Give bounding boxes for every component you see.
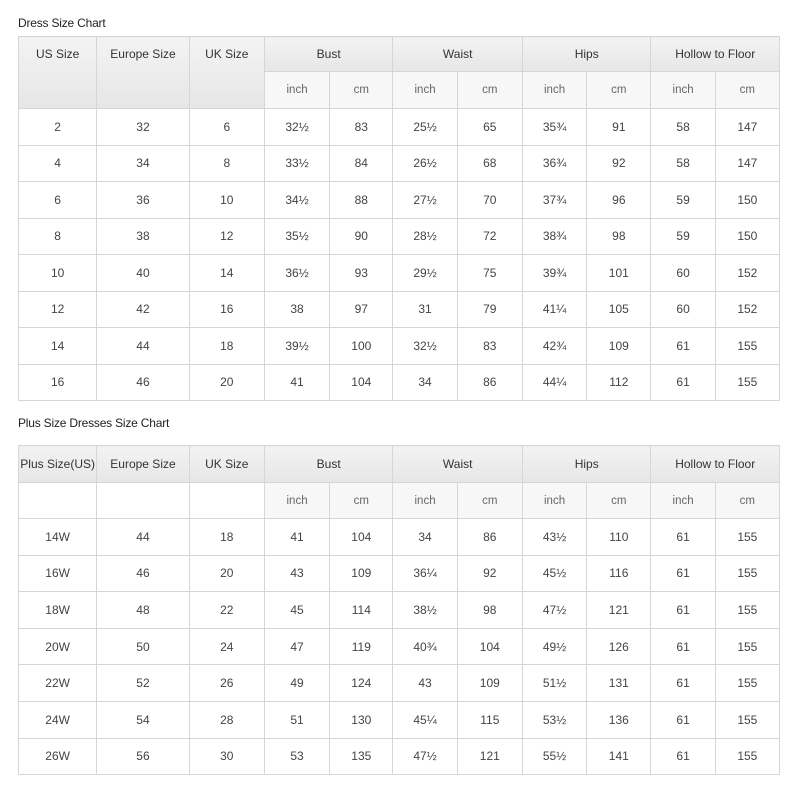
table-cell: 98 xyxy=(587,218,651,255)
table-cell: 41 xyxy=(264,519,329,556)
table-cell: 2 xyxy=(19,109,97,146)
table-cell: 150 xyxy=(715,182,779,219)
table-cell: 26 xyxy=(189,665,264,702)
table-cell: 83 xyxy=(457,328,522,365)
table-cell: 90 xyxy=(330,218,393,255)
table-cell: 61 xyxy=(651,364,715,401)
unit-cell: inch xyxy=(522,72,586,109)
table-row xyxy=(19,665,780,702)
table-cell: 36 xyxy=(97,182,189,219)
table-cell: 61 xyxy=(651,555,715,592)
table-row xyxy=(19,701,780,738)
table-cell: 58 xyxy=(651,109,715,146)
table-cell: 70 xyxy=(457,182,522,219)
table-cell: 38¾ xyxy=(522,218,586,255)
table-cell: 54 xyxy=(97,701,189,738)
table-cell: 86 xyxy=(457,519,522,556)
table-cell: 115 xyxy=(457,701,522,738)
table-cell: 42¾ xyxy=(522,328,586,365)
table-cell: 61 xyxy=(651,701,715,738)
table-cell: 152 xyxy=(715,255,779,292)
unit-cell: inch xyxy=(264,483,329,519)
table-row xyxy=(19,109,780,146)
table-cell: 39¾ xyxy=(522,255,586,292)
header-row xyxy=(19,37,780,72)
table-cell: 104 xyxy=(330,364,393,401)
table-cell: 47½ xyxy=(393,738,457,775)
blank-cell xyxy=(19,483,97,519)
table-cell: 50 xyxy=(97,628,189,665)
table-cell: 18 xyxy=(189,328,264,365)
table-cell: 141 xyxy=(587,738,651,775)
blank-cell xyxy=(189,483,264,519)
header-waist: Waist xyxy=(393,37,523,72)
table-cell: 6 xyxy=(189,109,264,146)
dress-size-chart-title: Dress Size Chart xyxy=(18,16,106,30)
header-hollow-to-floor: Hollow to Floor xyxy=(651,37,780,72)
table-cell: 37¾ xyxy=(522,182,586,219)
table-cell: 34½ xyxy=(264,182,329,219)
table-cell: 124 xyxy=(330,665,393,702)
table-cell: 32 xyxy=(97,109,189,146)
header-us-size: US Size xyxy=(19,37,97,109)
table-cell: 45½ xyxy=(522,555,586,592)
table-cell: 61 xyxy=(651,592,715,629)
table-cell: 20 xyxy=(189,555,264,592)
unit-cell: cm xyxy=(715,483,779,519)
table-cell: 84 xyxy=(330,145,393,182)
table-cell: 48 xyxy=(97,592,189,629)
table-row xyxy=(19,519,780,556)
table-cell: 44¼ xyxy=(522,364,586,401)
table-cell: 28 xyxy=(189,701,264,738)
header-uk-size: UK Size xyxy=(189,446,264,483)
table-row xyxy=(19,145,780,182)
table-cell: 38½ xyxy=(393,592,457,629)
table-cell: 155 xyxy=(715,738,779,775)
header-plus-size-us: Plus Size(US) xyxy=(19,446,97,483)
table-cell: 16 xyxy=(19,364,97,401)
unit-cell: cm xyxy=(457,72,522,109)
table-cell: 14W xyxy=(19,519,97,556)
table-cell: 26W xyxy=(19,738,97,775)
table-row xyxy=(19,291,780,328)
table-cell: 49½ xyxy=(522,628,586,665)
table-cell: 100 xyxy=(330,328,393,365)
header-bust: Bust xyxy=(264,446,393,483)
table-cell: 34 xyxy=(97,145,189,182)
header-row xyxy=(19,446,780,483)
table-cell: 60 xyxy=(651,255,715,292)
table-cell: 6 xyxy=(19,182,97,219)
table-cell: 112 xyxy=(587,364,651,401)
table-cell: 83 xyxy=(330,109,393,146)
header-hollow-to-floor: Hollow to Floor xyxy=(651,446,780,483)
table-cell: 88 xyxy=(330,182,393,219)
table-cell: 39½ xyxy=(264,328,329,365)
table-row xyxy=(19,255,780,292)
table-cell: 61 xyxy=(651,519,715,556)
table-cell: 44 xyxy=(97,328,189,365)
table-cell: 32½ xyxy=(264,109,329,146)
table-cell: 147 xyxy=(715,109,779,146)
table-cell: 10 xyxy=(19,255,97,292)
table-cell: 155 xyxy=(715,328,779,365)
table-cell: 155 xyxy=(715,701,779,738)
table-cell: 20W xyxy=(19,628,97,665)
unit-cell: inch xyxy=(651,72,715,109)
table-cell: 25½ xyxy=(393,109,457,146)
table-cell: 152 xyxy=(715,291,779,328)
table-cell: 42 xyxy=(97,291,189,328)
table-cell: 46 xyxy=(97,555,189,592)
table-cell: 110 xyxy=(587,519,651,556)
table-cell: 56 xyxy=(97,738,189,775)
table-cell: 109 xyxy=(457,665,522,702)
table-cell: 47 xyxy=(264,628,329,665)
table-cell: 130 xyxy=(330,701,393,738)
header-bust: Bust xyxy=(264,37,393,72)
unit-cell: cm xyxy=(330,483,393,519)
table-cell: 36¼ xyxy=(393,555,457,592)
plus-size-rows xyxy=(19,519,780,775)
table-cell: 49 xyxy=(264,665,329,702)
unit-cell: inch xyxy=(651,483,715,519)
table-cell: 35¾ xyxy=(522,109,586,146)
table-cell: 135 xyxy=(330,738,393,775)
table-cell: 38 xyxy=(264,291,329,328)
table-row xyxy=(19,592,780,629)
header-uk-size: UK Size xyxy=(189,37,264,109)
table-cell: 79 xyxy=(457,291,522,328)
table-cell: 14 xyxy=(19,328,97,365)
table-cell: 24 xyxy=(189,628,264,665)
table-cell: 35½ xyxy=(264,218,329,255)
table-cell: 96 xyxy=(587,182,651,219)
table-cell: 34 xyxy=(393,364,457,401)
table-cell: 116 xyxy=(587,555,651,592)
table-cell: 12 xyxy=(189,218,264,255)
table-cell: 150 xyxy=(715,218,779,255)
table-cell: 14 xyxy=(189,255,264,292)
dress-size-rows xyxy=(19,109,780,401)
unit-cell: cm xyxy=(457,483,522,519)
table-cell: 109 xyxy=(330,555,393,592)
table-cell: 86 xyxy=(457,364,522,401)
table-cell: 126 xyxy=(587,628,651,665)
table-cell: 31 xyxy=(393,291,457,328)
table-cell: 119 xyxy=(330,628,393,665)
table-cell: 75 xyxy=(457,255,522,292)
table-cell: 24W xyxy=(19,701,97,738)
table-cell: 93 xyxy=(330,255,393,292)
table-cell: 22W xyxy=(19,665,97,702)
table-cell: 53 xyxy=(264,738,329,775)
table-cell: 44 xyxy=(97,519,189,556)
table-cell: 109 xyxy=(587,328,651,365)
table-cell: 155 xyxy=(715,665,779,702)
table-cell: 45¼ xyxy=(393,701,457,738)
table-cell: 51 xyxy=(264,701,329,738)
table-cell: 40 xyxy=(97,255,189,292)
table-cell: 104 xyxy=(457,628,522,665)
unit-cell: inch xyxy=(393,483,457,519)
table-cell: 16W xyxy=(19,555,97,592)
header-europe-size: Europe Size xyxy=(97,446,189,483)
table-cell: 41 xyxy=(264,364,329,401)
table-cell: 43 xyxy=(264,555,329,592)
table-cell: 91 xyxy=(587,109,651,146)
table-row xyxy=(19,218,780,255)
unit-row xyxy=(19,483,780,519)
table-row xyxy=(19,364,780,401)
table-cell: 20 xyxy=(189,364,264,401)
table-cell: 41¼ xyxy=(522,291,586,328)
table-cell: 121 xyxy=(587,592,651,629)
table-cell: 61 xyxy=(651,738,715,775)
table-cell: 52 xyxy=(97,665,189,702)
header-waist: Waist xyxy=(393,446,523,483)
unit-cell: inch xyxy=(264,72,329,109)
table-cell: 55½ xyxy=(522,738,586,775)
table-cell: 43½ xyxy=(522,519,586,556)
table-cell: 43 xyxy=(393,665,457,702)
table-cell: 10 xyxy=(189,182,264,219)
table-cell: 92 xyxy=(587,145,651,182)
table-cell: 104 xyxy=(330,519,393,556)
table-cell: 32½ xyxy=(393,328,457,365)
unit-cell: cm xyxy=(330,72,393,109)
table-cell: 98 xyxy=(457,592,522,629)
table-cell: 16 xyxy=(189,291,264,328)
table-cell: 68 xyxy=(457,145,522,182)
table-row xyxy=(19,738,780,775)
header-europe-size: Europe Size xyxy=(97,37,189,109)
table-cell: 136 xyxy=(587,701,651,738)
table-cell: 8 xyxy=(189,145,264,182)
table-cell: 114 xyxy=(330,592,393,629)
table-cell: 47½ xyxy=(522,592,586,629)
table-cell: 61 xyxy=(651,628,715,665)
table-cell: 155 xyxy=(715,364,779,401)
table-cell: 4 xyxy=(19,145,97,182)
table-cell: 53½ xyxy=(522,701,586,738)
table-cell: 28½ xyxy=(393,218,457,255)
dress-size-table xyxy=(18,36,780,401)
unit-cell: cm xyxy=(715,72,779,109)
table-cell: 12 xyxy=(19,291,97,328)
plus-size-table xyxy=(18,445,780,775)
table-cell: 38 xyxy=(97,218,189,255)
table-cell: 8 xyxy=(19,218,97,255)
table-cell: 36¾ xyxy=(522,145,586,182)
table-cell: 155 xyxy=(715,555,779,592)
table-cell: 61 xyxy=(651,665,715,702)
table-cell: 92 xyxy=(457,555,522,592)
table-cell: 59 xyxy=(651,182,715,219)
header-hips: Hips xyxy=(522,37,651,72)
table-cell: 59 xyxy=(651,218,715,255)
table-cell: 27½ xyxy=(393,182,457,219)
table-cell: 34 xyxy=(393,519,457,556)
blank-cell xyxy=(97,483,189,519)
table-cell: 61 xyxy=(651,328,715,365)
table-cell: 155 xyxy=(715,628,779,665)
table-cell: 101 xyxy=(587,255,651,292)
table-cell: 18W xyxy=(19,592,97,629)
table-cell: 155 xyxy=(715,592,779,629)
unit-cell: cm xyxy=(587,483,651,519)
table-cell: 105 xyxy=(587,291,651,328)
table-row xyxy=(19,182,780,219)
table-cell: 131 xyxy=(587,665,651,702)
unit-cell: cm xyxy=(587,72,651,109)
table-cell: 121 xyxy=(457,738,522,775)
table-cell: 45 xyxy=(264,592,329,629)
table-cell: 29½ xyxy=(393,255,457,292)
table-cell: 155 xyxy=(715,519,779,556)
table-cell: 33½ xyxy=(264,145,329,182)
table-cell: 58 xyxy=(651,145,715,182)
table-cell: 30 xyxy=(189,738,264,775)
unit-cell: inch xyxy=(393,72,457,109)
table-row xyxy=(19,628,780,665)
table-cell: 51½ xyxy=(522,665,586,702)
table-row xyxy=(19,328,780,365)
table-cell: 72 xyxy=(457,218,522,255)
table-cell: 147 xyxy=(715,145,779,182)
header-hips: Hips xyxy=(522,446,651,483)
table-cell: 40¾ xyxy=(393,628,457,665)
table-cell: 22 xyxy=(189,592,264,629)
table-cell: 36½ xyxy=(264,255,329,292)
table-cell: 97 xyxy=(330,291,393,328)
table-cell: 60 xyxy=(651,291,715,328)
table-cell: 26½ xyxy=(393,145,457,182)
table-cell: 65 xyxy=(457,109,522,146)
plus-size-chart-title: Plus Size Dresses Size Chart xyxy=(18,416,170,430)
table-cell: 18 xyxy=(189,519,264,556)
table-cell: 46 xyxy=(97,364,189,401)
table-row xyxy=(19,555,780,592)
unit-cell: inch xyxy=(522,483,586,519)
